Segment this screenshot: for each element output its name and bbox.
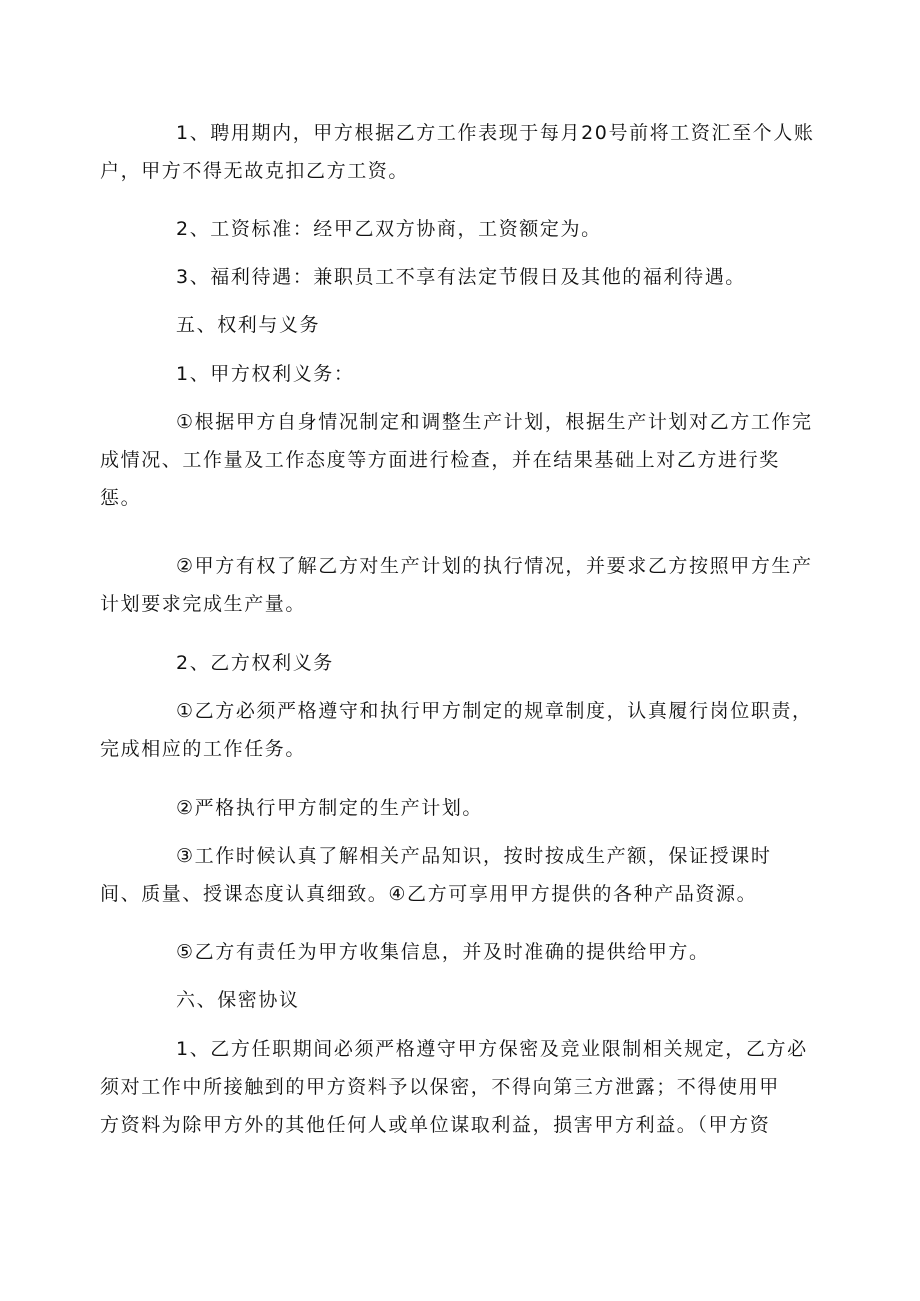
- paragraph-party-b-item-3-4: [100, 837, 798, 913]
- text-line: 六、保密协议: [176, 989, 300, 1011]
- text-line: 须对工作中所接触到的甲方资料予以保密，不得向第三方泄露；不得使用甲: [100, 1076, 780, 1098]
- text-line: 1、乙方任职期间必须严格遵守甲方保密及竞业限制相关规定，乙方必: [176, 1038, 808, 1060]
- text-line: ③工作时候认真了解相关产品知识，按时按成生产额，保证授课时: [176, 845, 772, 867]
- text-line: 3、福利待遇：兼职员工不享有法定节假日及其他的福利待遇。: [176, 266, 746, 288]
- section-heading-confidentiality: [138, 981, 798, 1019]
- text-line: 间、质量、授课态度认真细致。④乙方可享用甲方提供的各种产品资源。: [100, 883, 758, 905]
- text-line: ①根据甲方自身情况制定和调整生产计划，根据生产计划对乙方工作完: [176, 411, 813, 433]
- text-line: ⑤乙方有责任为甲方收集信息，并及时准确的提供给甲方。: [176, 941, 710, 963]
- paragraph-salary-standard: [138, 210, 798, 248]
- text-line: 2、工资标准：经甲乙双方协商，工资额定为。: [176, 218, 602, 240]
- section-heading-rights-obligations: [138, 306, 798, 344]
- subheading-party-b-rights: [138, 644, 798, 682]
- text-line: ②甲方有权了解乙方对生产计划的执行情况，并要求乙方按照甲方生产: [176, 555, 813, 577]
- text-line: 惩。: [100, 487, 142, 509]
- paragraph-party-b-item-2: [138, 789, 798, 827]
- text-line: 成情况、工作量及工作态度等方面进行检查，并在结果基础上对乙方进行奖: [100, 449, 780, 471]
- paragraph-salary-payment: [100, 114, 815, 190]
- text-line: 1、聘用期内，甲方根据乙方工作表现于每月20号前将工资汇至个人账: [176, 122, 815, 144]
- text-line: 计划要求完成生产量。: [100, 593, 307, 615]
- text-line: 1、甲方权利义务：: [176, 363, 355, 385]
- paragraph-party-a-item-1: [100, 403, 813, 517]
- paragraph-confidentiality-item-1: [100, 1030, 808, 1144]
- paragraph-party-b-item-1: [100, 692, 813, 768]
- text-line: 2、乙方权利义务: [176, 652, 334, 674]
- text-line: ①乙方必须严格遵守和执行甲方制定的规章制度，认真履行岗位职责，: [176, 700, 813, 722]
- paragraph-party-a-item-2: [100, 547, 813, 623]
- paragraph-benefits: [138, 258, 798, 296]
- paragraph-party-b-item-5: [138, 933, 798, 971]
- text-line: 五、权利与义务: [176, 314, 321, 336]
- subheading-party-a-rights: [138, 355, 798, 393]
- text-line: 完成相应的工作任务。: [100, 738, 307, 760]
- text-line: ②严格执行甲方制定的生产计划。: [176, 797, 484, 819]
- text-line: 方资料为除甲方外的其他任何人或单位谋取利益，损害甲方利益。（甲方资: [100, 1114, 771, 1136]
- text-line: 户，甲方不得无故克扣乙方工资。: [100, 160, 410, 182]
